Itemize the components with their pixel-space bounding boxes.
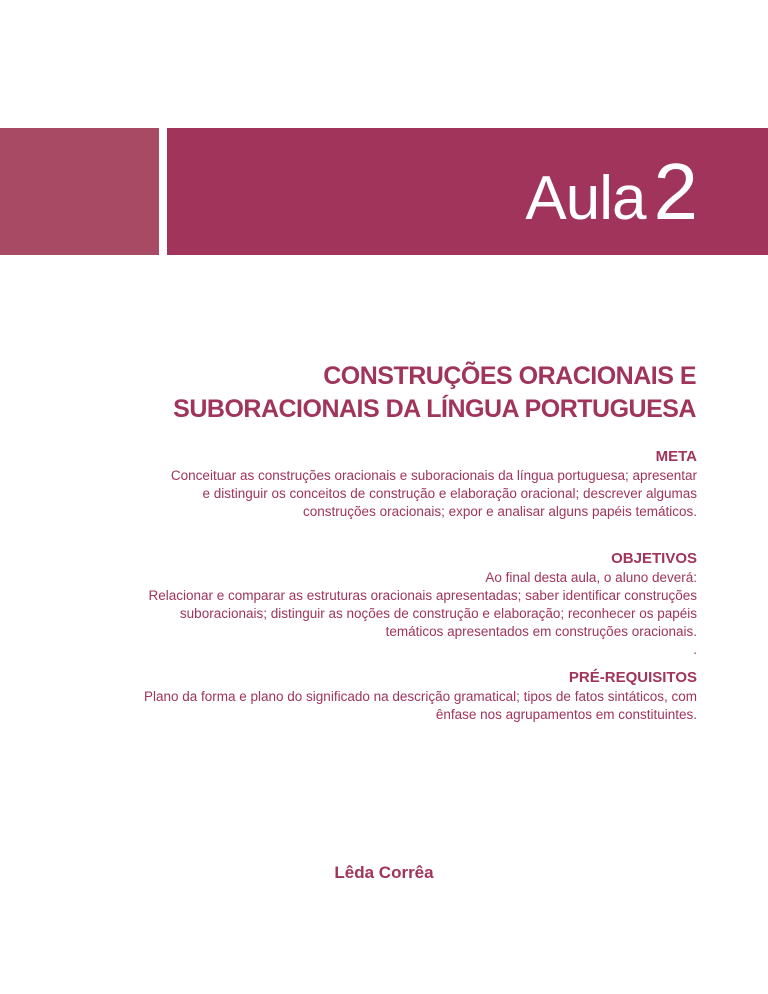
prerequisitos-body <box>57 688 697 724</box>
lesson-number: 2 <box>653 147 698 236</box>
prerequisitos-heading: PRÉ-REQUISITOS <box>568 669 697 686</box>
prerequisitos-line: ênfase nos agrupamentos em constituintes. <box>435 707 697 722</box>
prerequisitos-line: Plano da forma e plano do significado na descrição gramatical; tipos de fatos sintáticos, com <box>143 689 697 704</box>
objetivos-section <box>57 549 697 659</box>
chapter-title-line-1: CONSTRUÇÕES ORACIONAIS E <box>323 362 696 390</box>
meta-section <box>57 447 697 521</box>
objetivos-line: Ao final desta aula, o aluno deverá: <box>485 570 697 585</box>
meta-heading: META <box>655 448 697 465</box>
chapter-title-line-2: SUBORACIONAIS DA LÍNGUA PORTUGUESA <box>173 395 696 423</box>
objetivos-line: Relacionar e comparar as estruturas oracionais apresentadas; saber identificar construções <box>148 588 697 603</box>
objetivos-heading: OBJETIVOS <box>611 550 697 567</box>
lesson-word: Aula <box>525 164 646 233</box>
author-name: Lêda Corrêa <box>334 863 434 882</box>
meta-line: e distinguir os conceitos de construção e elaboração oracional; descrever algumas <box>202 486 697 501</box>
objetivos-line: temáticos apresentados em construções oracionais. <box>385 624 697 639</box>
objetivos-line: suboracionais; distinguir as noções de construção e elaboração; reconhecer os papéis <box>179 606 697 621</box>
banner-left-block <box>0 128 159 255</box>
meta-line: Conceituar as construções oracionais e suboracionais da língua portuguesa; apresentar <box>170 468 697 483</box>
objetivos-line: . <box>693 642 697 657</box>
chapter-title <box>76 360 696 426</box>
objetivos-body <box>57 569 697 659</box>
meta-line: construções oracionais; expor e analisar alguns papéis temáticos. <box>303 504 697 519</box>
lesson-heading <box>525 147 698 236</box>
meta-body <box>57 467 697 521</box>
prerequisitos-section <box>57 668 697 724</box>
